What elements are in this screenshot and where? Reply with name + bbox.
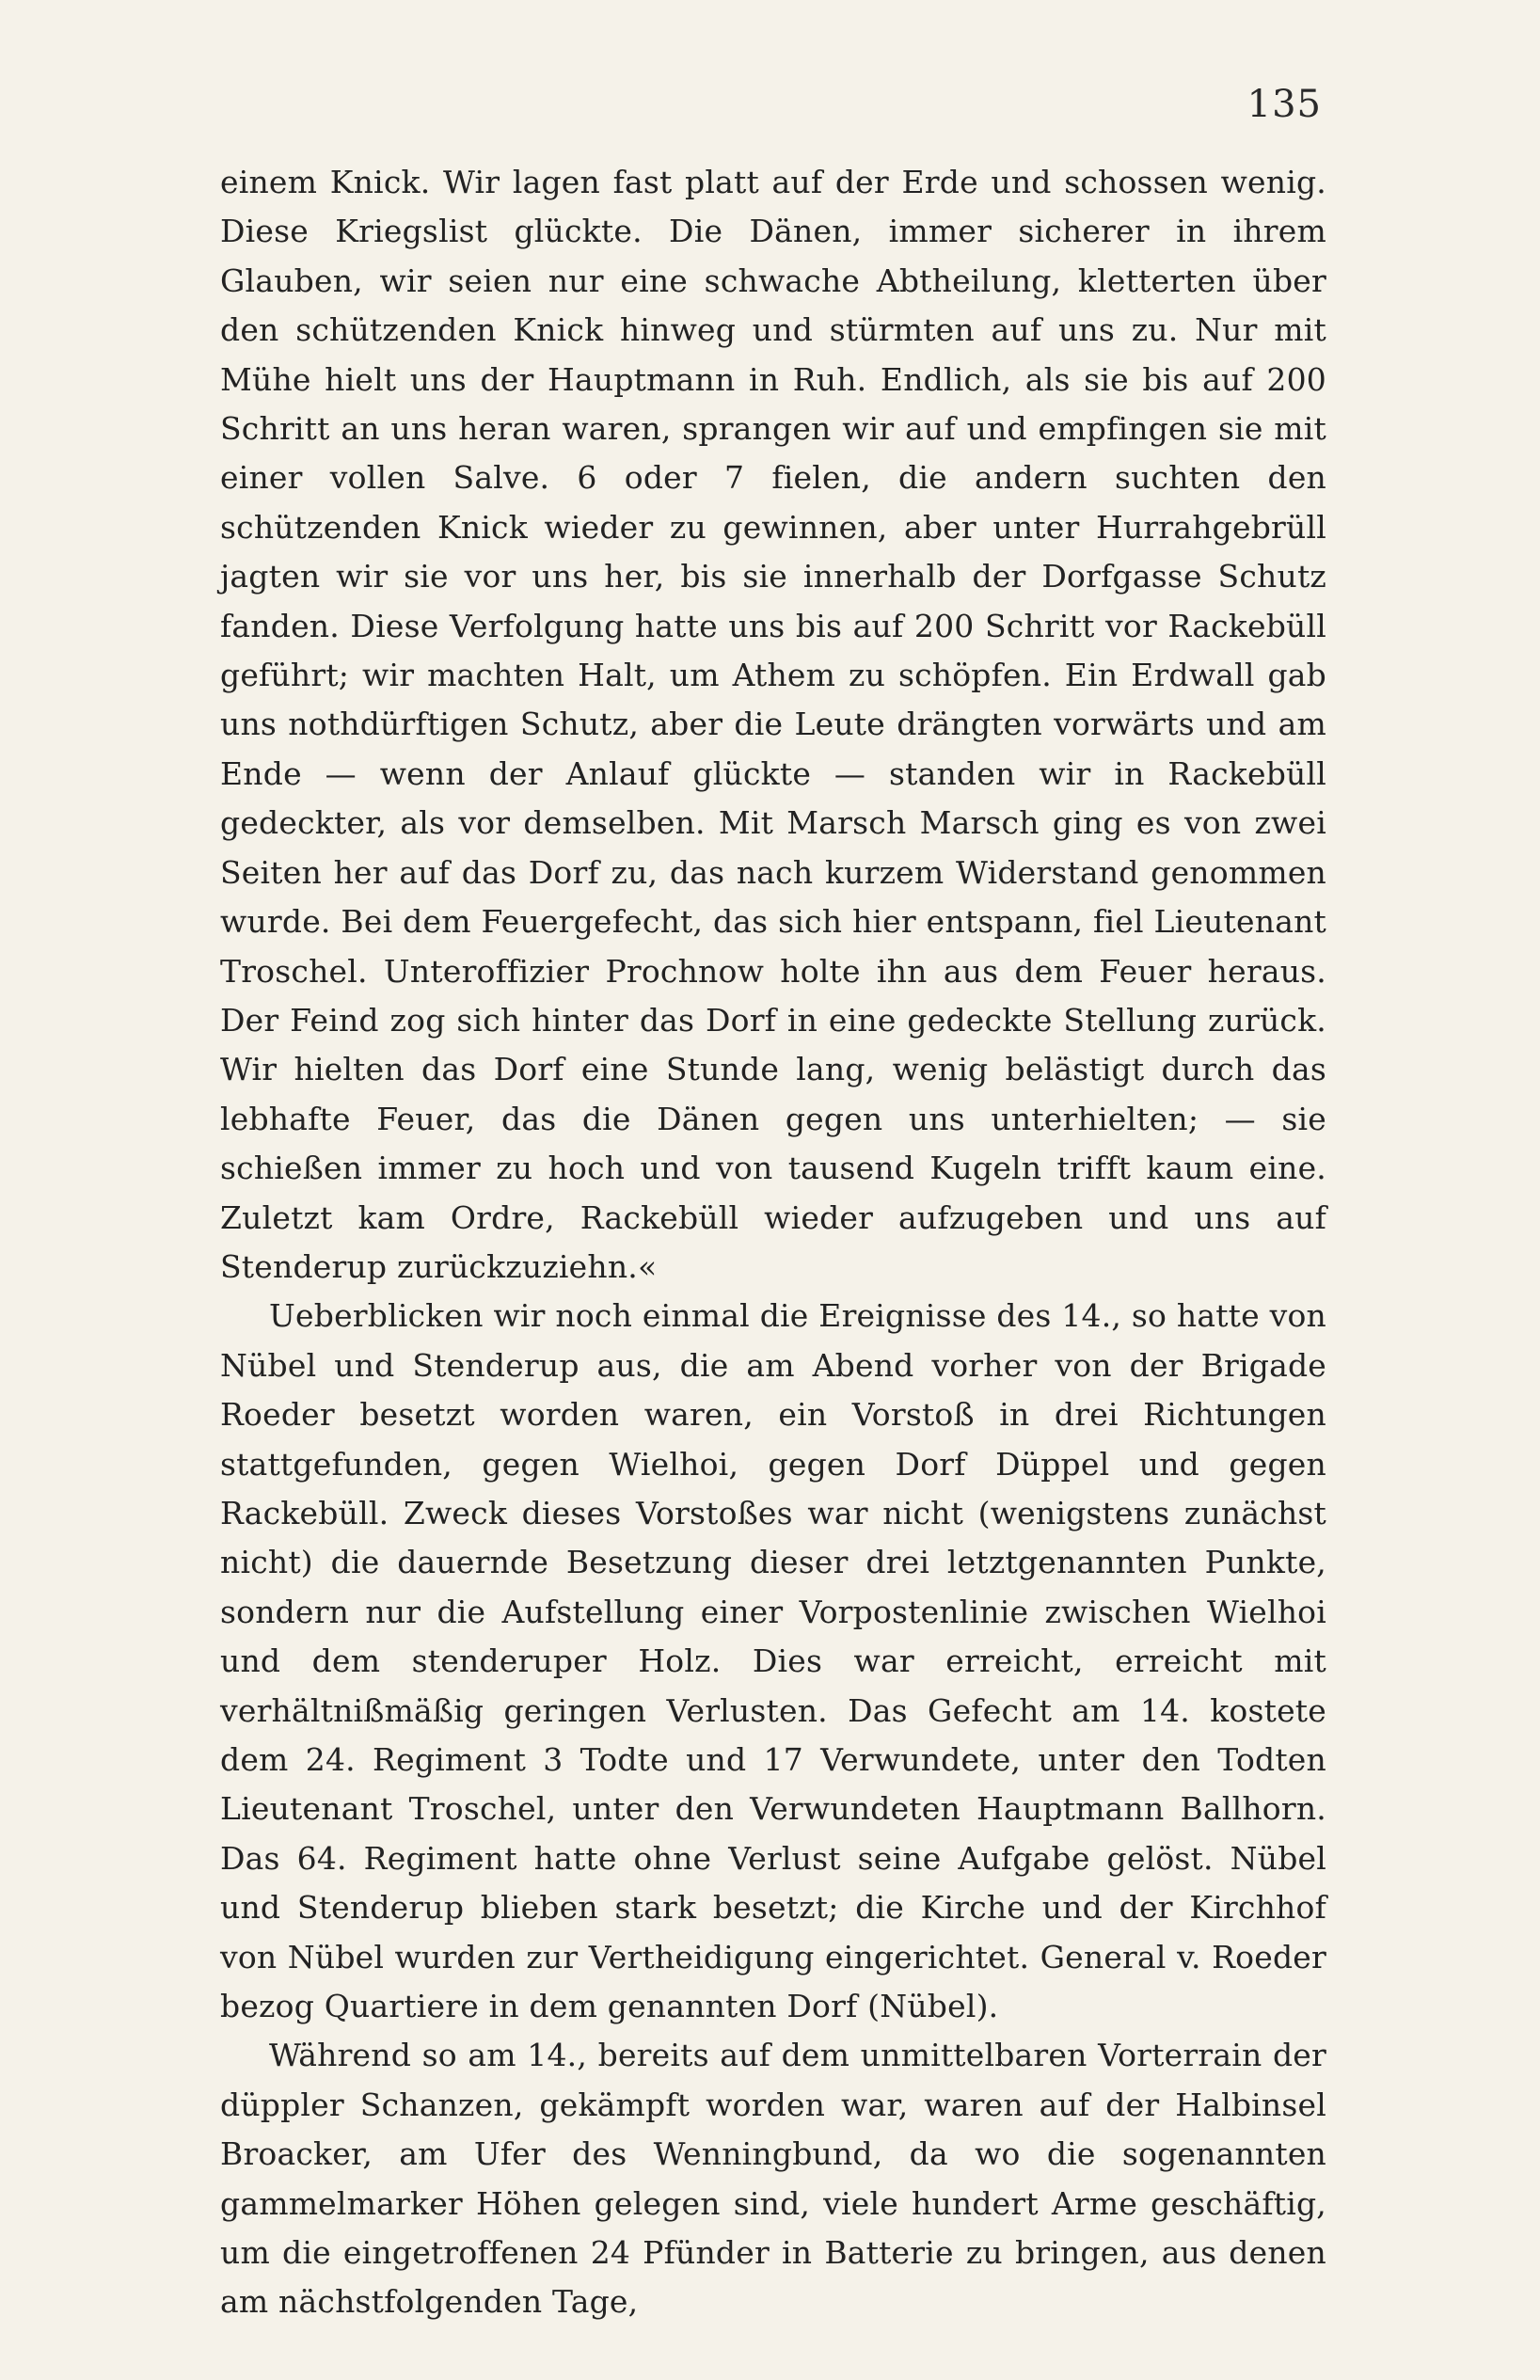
paragraph-2: Ueberblicken wir noch einmal die Ereignisse des 14., so hatte von Nübel und Stenderup aus, die am Abend vorher von der Brigade Roeder besetzt worden waren, ein Vorstoß in drei Richtungen stattgefunden, gegen Wielhoi, gegen Dorf Düppel und gegen Rackebüll. Zweck dieses Vorstoßes war nicht (wenigstens zunächst nicht) die dauernde Besetzung dieser drei letztgenannten Punkte, sondern nur die Aufstellung einer Vorpostenlinie zwischen Wielhoi und dem stenderuper Holz. Dies war erreicht, erreicht mit verhältnißmäßig geringen Verlusten. Das Gefecht am 14. kostete dem 24. Regiment 3 Todte und 17 Verwundete, unter den Todten Lieutenant Troschel, unter den Verwundeten Hauptmann Ballhorn. Das 64. Regiment hatte ohne Verlust seine Aufgabe gelöst. Nübel und Stenderup blieben stark besetzt; die Kirche und der Kirchhof von Nübel wurden zur Vertheidigung eingerichtet. General v. Roeder bezog Quartiere in dem genannten Dorf (Nübel). — [220, 1297, 1326, 2025]
paragraph-1: einem Knick. Wir lagen fast platt auf der Erde und schossen wenig. Diese Kriegslist glückte. Die Dänen, immer sicherer in ihrem Glauben, wir seien nur eine schwache Abtheilung, kletterten über den schützenden Knick hinweg und stürmten auf uns zu. Nur mit Mühe hielt uns der Hauptmann in Ruh. Endlich, als sie bis auf 200 Schritt an uns heran waren, sprangen wir auf und empfingen sie mit einer vollen Salve. 6 oder 7 fielen, die andern suchten den schützenden Knick wieder zu gewinnen, aber unter Hurrahgebrüll jagten wir sie vor uns her, bis sie innerhalb der Dorfgasse Schutz fanden. Diese Verfolgung hatte uns bis auf 200 Schritt vor Rackebüll geführt; wir machten Halt, um Athem zu schöpfen. Ein Erdwall gab uns nothdürftigen Schutz, aber die Leute drängten vorwärts und am Ende — wenn der Anlauf glückte — standen wir in Rackebüll gedeckter, als vor demselben. Mit Marsch Marsch ging es von zwei Seiten her auf das Dorf zu, das nach kurzem Widerstand genommen wurde. Bei dem Feuergefecht, das sich hier entspann, fiel Lieutenant Troschel. Unteroffizier Prochnow holte ihn aus dem Feuer heraus. Der Feind zog sich hinter das Dorf in eine gedeckte Stellung zurück. Wir hielten das Dorf eine Stunde lang, wenig belästigt durch das lebhafte Feuer, das die Dänen gegen uns unterhielten; — sie schießen immer zu hoch und von tausend Kugeln trifft kaum eine. Zuletzt kam Ordre, Rackebüll wieder aufzugeben und uns auf Stenderup zurückzuziehn.« — [220, 164, 1326, 1285]
paragraph-3: Während so am 14., bereits auf dem unmittelbaren Vorterrain der düppler Schanzen, gekämpft worden war, waren auf der Halbinsel Broacker, am Ufer des Wenningbund, da wo die sogenannten gammelmarker Höhen gelegen sind, viele hundert Arme geschäftig, um die eingetroffenen 24 Pfünder in Batterie zu bringen, aus denen am nächstfolgenden Tage, — [220, 2037, 1326, 2321]
body-text — [220, 158, 1326, 2327]
page-number: 135 — [1246, 83, 1322, 126]
